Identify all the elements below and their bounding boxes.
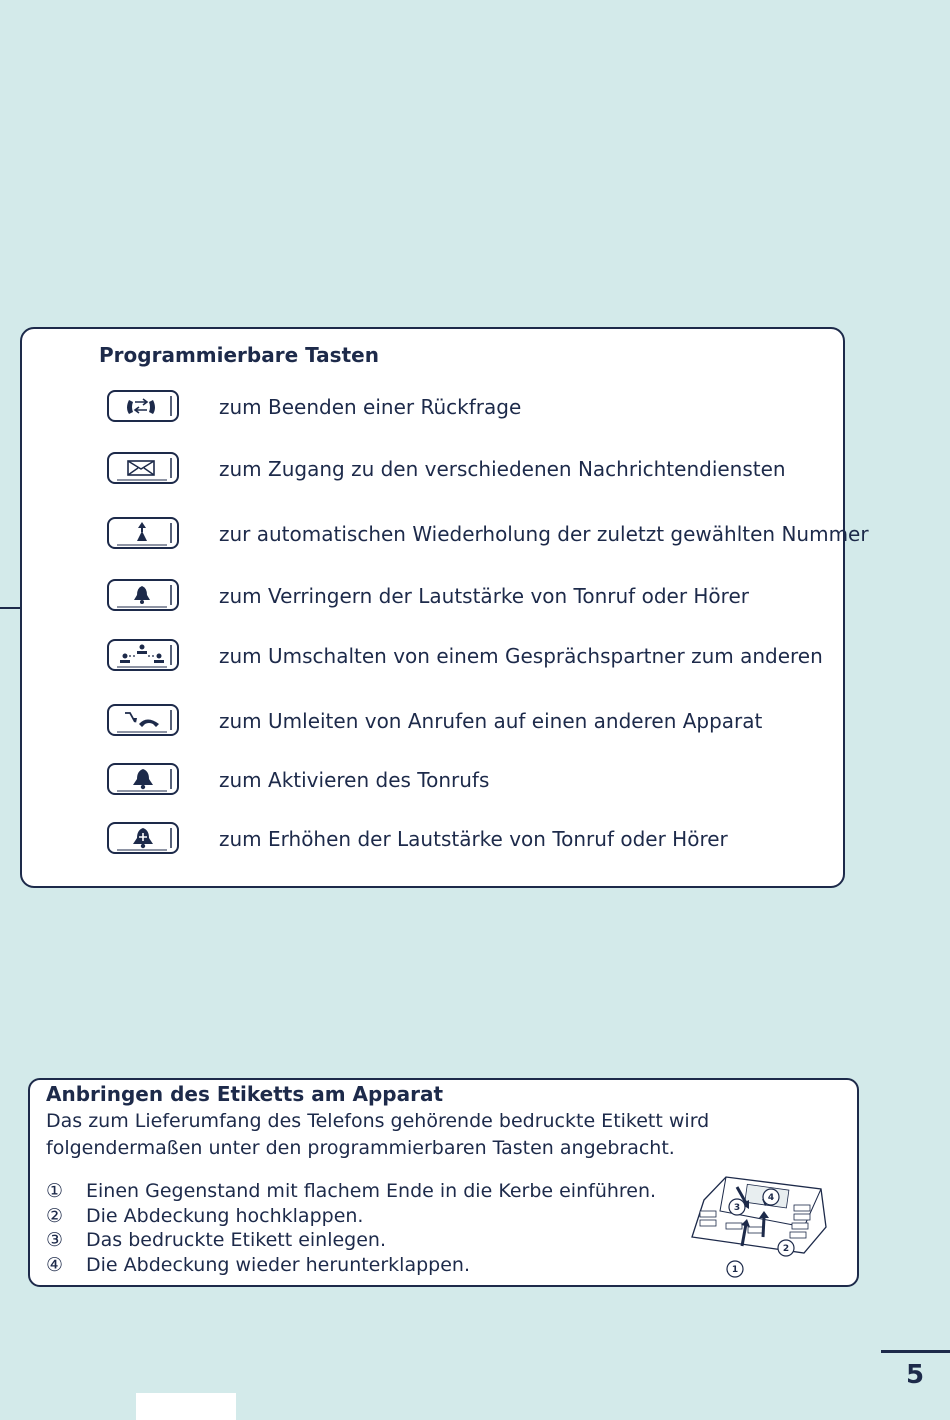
key-row xyxy=(22,822,843,856)
section-title: Programmierbare Tasten xyxy=(99,343,379,367)
bell-icon xyxy=(107,763,179,795)
key-row xyxy=(22,390,843,424)
step-text: Einen Gegenstand mit flachem Ende in die Kerbe einführen. xyxy=(86,1180,657,1202)
key-description: zum Verringern der Lautstärke von Tonruf oder Hörer xyxy=(219,584,749,608)
page-number-rule xyxy=(881,1350,950,1353)
toggle-parties-icon xyxy=(107,639,179,671)
step-number: ② xyxy=(46,1205,64,1227)
callout-label: 2 xyxy=(782,1244,790,1254)
call-forward-icon xyxy=(107,704,179,736)
step-number: ③ xyxy=(46,1229,64,1251)
step-number: ① xyxy=(46,1180,64,1202)
call-transfer-icon xyxy=(107,390,179,422)
key-description: zum Zugang zu den verschiedenen Nachrichtendiensten xyxy=(219,457,786,481)
callout-label: 4 xyxy=(767,1193,775,1203)
programmable-keys-panel xyxy=(20,327,869,888)
footer-strip xyxy=(136,1393,236,1420)
step-text: Die Abdeckung hochklappen. xyxy=(86,1205,364,1227)
redial-icon xyxy=(107,517,179,549)
key-row xyxy=(22,704,843,738)
key-row xyxy=(22,517,869,551)
step-item xyxy=(46,1205,363,1227)
step-item xyxy=(46,1229,386,1251)
label-instructions-panel xyxy=(28,1078,859,1287)
volume-down-bell-icon xyxy=(107,579,179,611)
key-description: zum Erhöhen der Lautstärke von Tonruf oder Hörer xyxy=(219,827,728,851)
key-description: zum Beenden einer Rückfrage xyxy=(219,395,522,419)
margin-rule xyxy=(0,607,20,609)
key-row xyxy=(22,639,843,673)
step-text: Die Abdeckung wieder herunterklappen. xyxy=(86,1254,470,1276)
page-number: 5 xyxy=(906,1360,925,1390)
section-title: Anbringen des Etiketts am Apparat xyxy=(46,1082,444,1106)
callout-label: 1 xyxy=(731,1265,739,1275)
key-row xyxy=(22,452,843,486)
step-item xyxy=(46,1180,656,1202)
key-description: zur automatischen Wiederholung der zuletzt gewählten Nummer xyxy=(219,522,869,546)
step-text: Das bedruckte Etikett einlegen. xyxy=(86,1229,387,1251)
intro-text: Das zum Lieferumfang des Telefons gehörende bedruckte Etikett wird folgendermaßen unter den programmierbaren Tasten angebracht. xyxy=(46,1110,710,1159)
key-row xyxy=(22,579,843,613)
key-row xyxy=(22,763,843,797)
step-item xyxy=(46,1254,470,1276)
volume-up-bell-icon xyxy=(107,822,179,854)
key-description: zum Umleiten von Anrufen auf einen anderen Apparat xyxy=(219,709,763,733)
callout-label: 3 xyxy=(733,1203,741,1213)
step-number: ④ xyxy=(46,1254,64,1276)
envelope-icon xyxy=(107,452,179,484)
key-description: zum Umschalten von einem Gesprächspartner zum anderen xyxy=(219,644,823,668)
key-description: zum Aktivieren des Tonrufs xyxy=(219,768,490,792)
phone-label-illustration xyxy=(686,1175,836,1279)
